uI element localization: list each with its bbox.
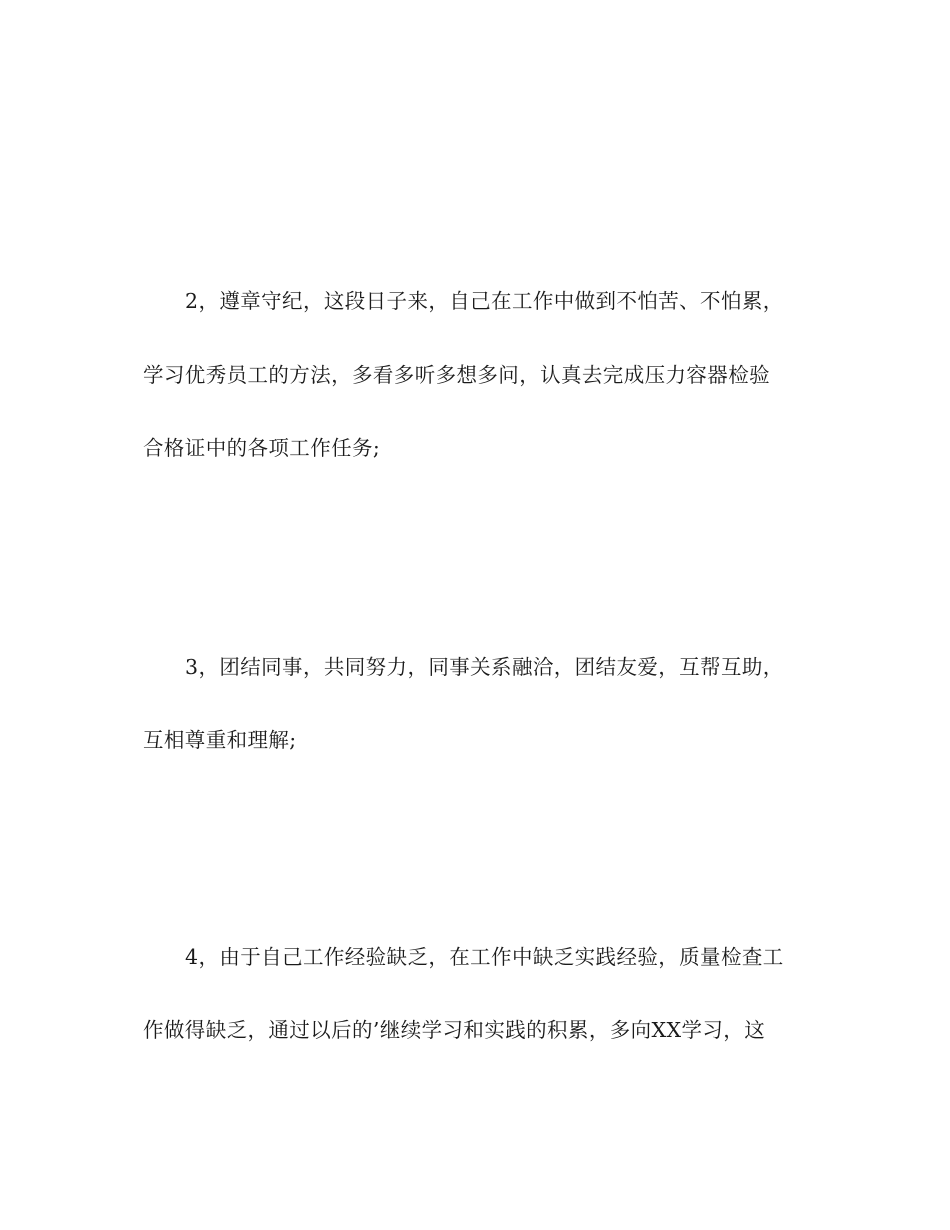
paragraph-line: 4，由于自己工作经验缺乏，在工作中缺乏实践经验，质量检查工 (185, 945, 784, 969)
paragraph-line: 合格证中的各项工作任务; (143, 436, 381, 460)
paragraph-line: 互相尊重和理解; (143, 728, 297, 752)
paragraph-line: 3，团结同事，共同努力，同事关系融洽，团结友爱，互帮互助， (185, 655, 784, 679)
paragraph-line: 作做得缺乏，通过以后的’继续学习和实践的积累，多向XX学习，这 (143, 1018, 766, 1042)
paragraph-line: 学习优秀员工的方法，多看多听多想多问，认真去完成压力容器检验 (143, 363, 770, 387)
paragraph-line: 2，遵章守纪，这段日子来，自己在工作中做到不怕苦、不怕累， (185, 289, 784, 313)
